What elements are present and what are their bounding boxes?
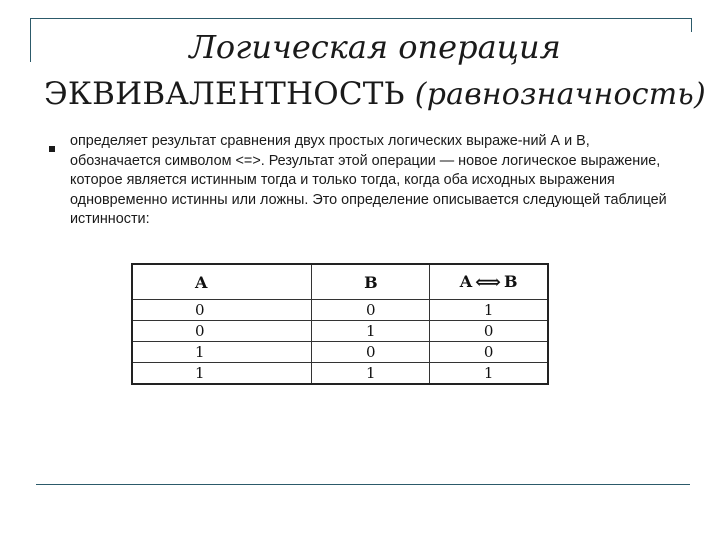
truth-table-header-row [132,264,548,300]
cell-b: 0 [312,342,430,363]
slide-title-line1: Логическая операция [189,28,561,66]
cell-b: 1 [312,363,430,385]
cell-result: 1 [430,300,548,321]
truth-table [131,263,549,385]
header-result-right: B [503,271,518,291]
header-b: B [312,264,430,300]
cell-a: 0 [132,300,312,321]
table-row [132,342,548,363]
frame-bottom-line [36,484,690,485]
equivalence-arrow-icon: ⟺ [475,271,501,293]
header-result [430,264,548,300]
table-row [132,300,548,321]
cell-b: 1 [312,321,430,342]
slide-title-main: ЭКВИВАЛЕНТНОСТЬ [44,76,405,112]
cell-result: 0 [430,321,548,342]
cell-a: 1 [132,363,312,385]
table-row [132,321,548,342]
cell-b: 0 [312,300,430,321]
definition-paragraph: определяет результат сравнения двух простых логических выраже-ний А и В, обозначается символом <=>. Результат этой операции — новое логическое выражение, которое является истинным тогда и только тогда, когда оба исходных выражения одновременно истинны или ложны. Это определение описывается следующей таблицей истинности: [70,133,667,227]
slide-title-line2 [44,76,706,112]
frame-top-line [30,18,692,19]
header-result-left: A [459,271,473,291]
cell-result: 0 [430,342,548,363]
header-a: A [132,264,312,300]
cell-result: 1 [430,363,548,385]
slide-title-paren: (равнозначность) [414,77,706,112]
cell-a: 0 [132,321,312,342]
table-row [132,363,548,385]
cell-a: 1 [132,342,312,363]
bullet-square-icon [49,146,55,152]
